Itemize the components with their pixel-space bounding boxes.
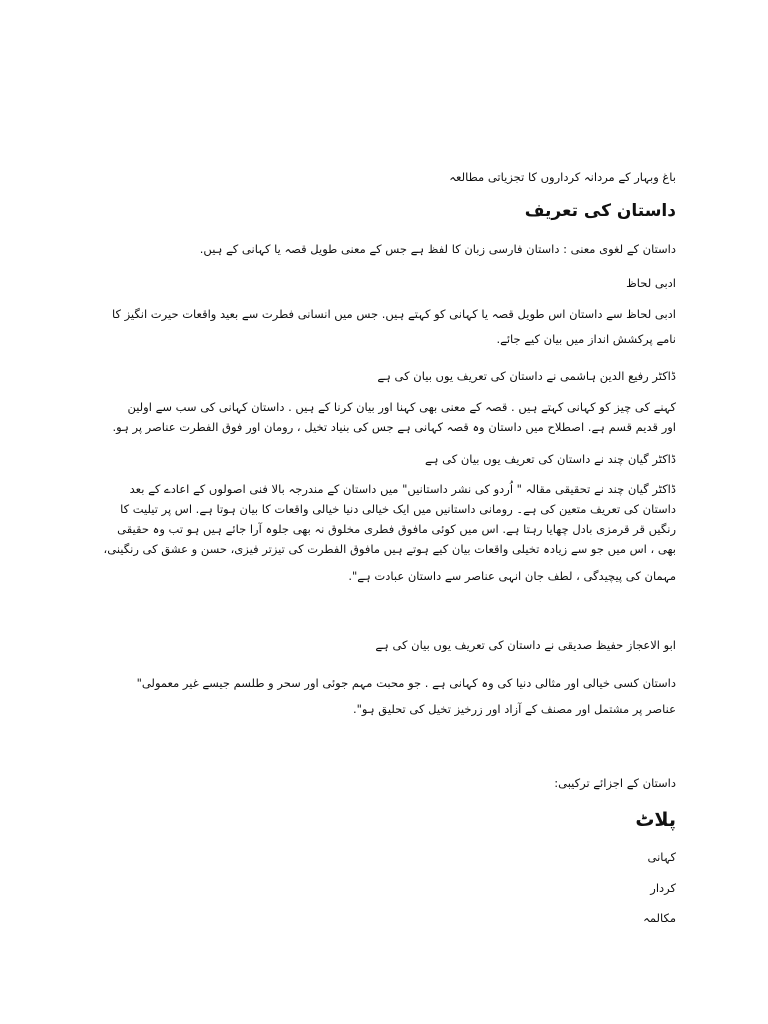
document-title-line: باغ وبہار کے مردانہ کرداروں کا تجزیاتی مطالعہ [449, 170, 676, 184]
gyan-paragraph-line: رنگیں قر قرمزی بادل چھایا رہتا ہے. اس میں کوئی مافوق فطری مخلوق نہ بھی جلوہ آرا جائے ہیں ہو تب وہ حقیقی [117, 522, 676, 536]
gyan-paragraph-line: داستان کی تعریف متعین کی ہے۔ رومانی داستانیں میں ایک خیالی دنیا خیالی واقعات کا بیان ہوتا ہے. اس پر تیلیت کا [120, 502, 676, 516]
hashmi-paragraph-line: کہنے کی چیز کو کہانی کہتے ہیں . قصہ کے معنی بھی کہنا اور بیان کرنا کے ہیں . داستان کہانی کی سب سے اولین [127, 400, 676, 414]
siddiqui-intro: ابو الاعجاز حفیظ صدیقی نے داستان کی تعریف یوں بیان کی ہے [375, 638, 676, 652]
literal-paragraph-line: نامے پرکشش انداز میں بیان کیے جائے. [496, 332, 676, 346]
gyan-paragraph-line: ڈاکٹر گیان چند نے تحقیقی مقالہ " اُردو کی نشر داستانیں" میں داستان کے مندرجہ بالا فنی اصولوں کے اعادے کے بعد [129, 482, 676, 496]
list-item: کردار [650, 881, 676, 895]
hashmi-intro: ڈاکٹر رفیع الدین ہاشمی نے داستان کی تعریف یوں بیان کی ہے [377, 369, 676, 383]
gyan-intro: ڈاکٹر گیان چند نے داستان کی تعریف یوں بیان کی ہے [425, 452, 676, 466]
list-item: کہانی [647, 850, 676, 864]
list-item: مکالمہ [643, 911, 676, 925]
hashmi-paragraph-line: اور قدیم قسم ہے. اصطلاح میں داستان وہ قصہ کہانی ہے جس کی بنیاد تخیل ، رومان اور فوق الفطرت عناصر پر ہو. [112, 420, 676, 434]
plot-heading: پلاٹ [635, 809, 676, 831]
gyan-paragraph-line: مہمان کی پیچیدگی ، لطف جان انہی عناصر سے داستان عبادت ہے". [348, 569, 676, 583]
lexical-meaning-paragraph: داستان کے لغوی معنی : داستان فارسی زبان کا لفظ ہے جس کے معنی طویل قصہ یا کہانی کے ہیں. [199, 242, 676, 256]
gyan-paragraph-line: بھی ، اس میں جو سے زیادہ تخیلی واقعات بیان کیے ہوتے ہیں مافوق الفطرت کی تیزتر فیزی، حسن و عشق کی رنگینی، [103, 542, 676, 556]
siddiqui-paragraph-line: عناصر پر مشتمل اور مصنف کے آزاد اور زرخیز تخیل کی تحلیق ہو". [352, 702, 676, 716]
siddiqui-paragraph-line: داستان کسی خیالی اور مثالی دنیا کی وہ کہانی ہے . جو محبت مہم جوئی اور سحر و طلسم جیسے غیر معمولی" [136, 676, 676, 690]
heading-definition: داستان کی تعریف [524, 201, 676, 221]
literal-paragraph-line: ادبی لحاظ سے داستان اس طویل قصہ یا کہانی کو کہتے ہیں. جس میں انسانی فطرت سے بعید واقعات حیرت انگیز کا [111, 307, 676, 321]
components-heading: داستان کے اجزائے ترکیبی: [554, 776, 676, 790]
literal-heading: ادبی لحاظ [626, 276, 676, 290]
